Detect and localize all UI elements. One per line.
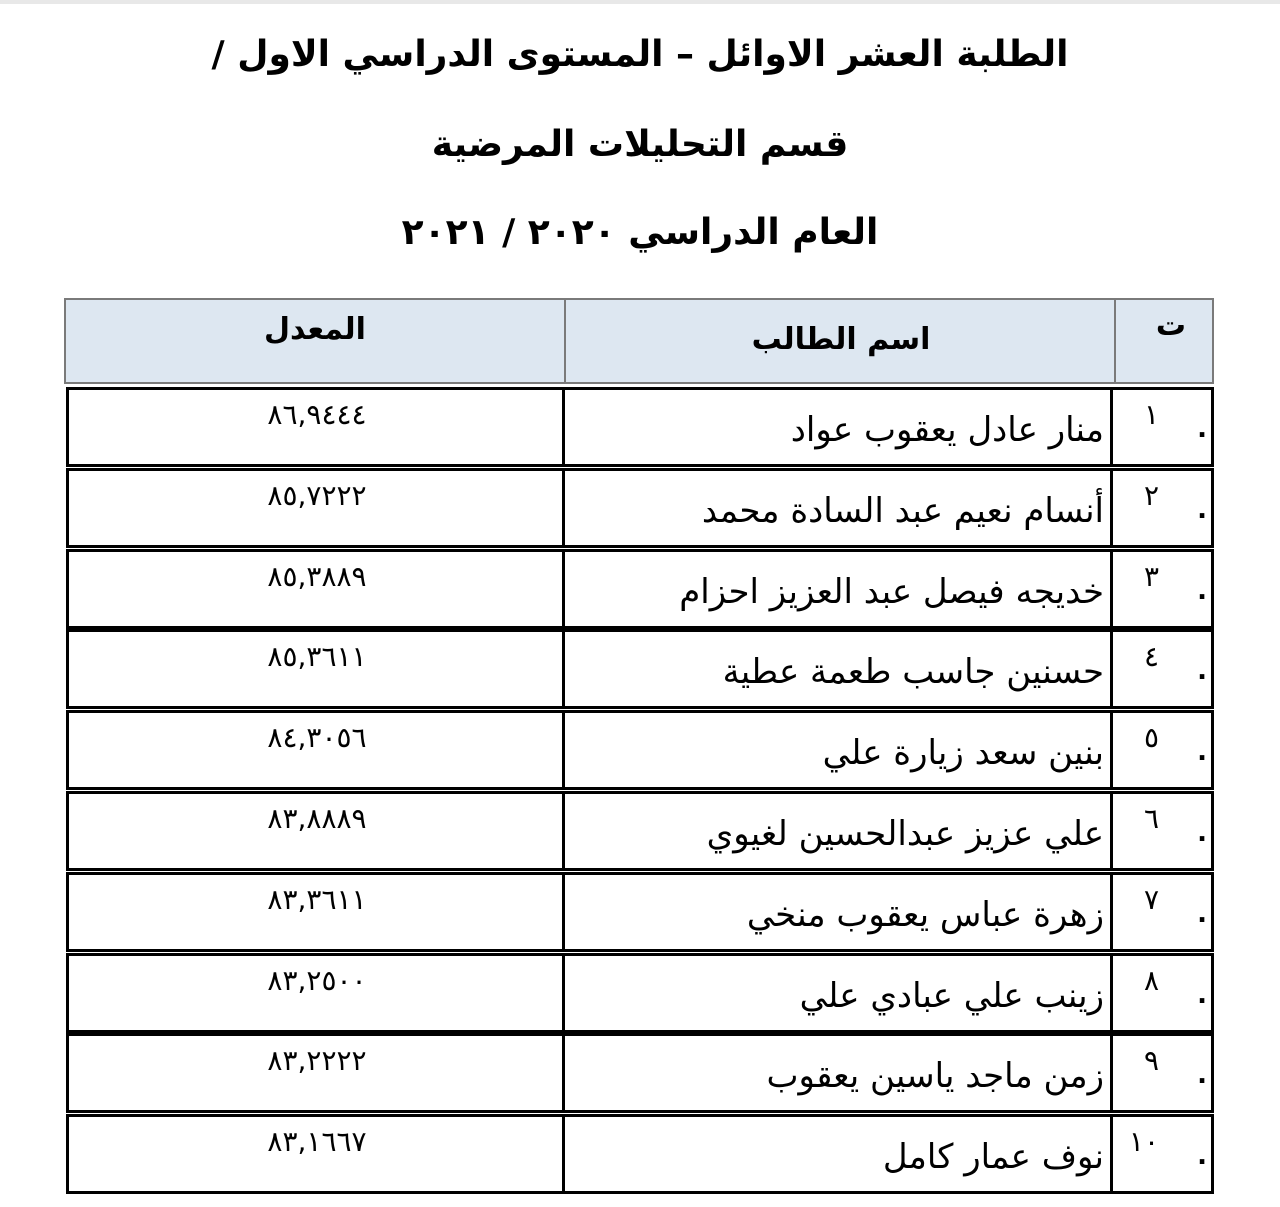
row-number: ٢ bbox=[1143, 479, 1159, 512]
student-name: زهرة عباس يعقوب منخي bbox=[746, 895, 1104, 935]
list-dot: . bbox=[1197, 1060, 1207, 1090]
student-name-cell bbox=[565, 390, 1113, 464]
table-row bbox=[66, 549, 1214, 629]
average-value: ٨٤,٣٠٥٦ bbox=[267, 721, 367, 754]
student-name: حسنين جاسب طعمة عطية bbox=[722, 652, 1104, 692]
number-cell bbox=[1113, 713, 1211, 787]
average-cell bbox=[69, 875, 565, 949]
row-number: ٦ bbox=[1143, 802, 1159, 835]
student-name-cell bbox=[565, 875, 1113, 949]
student-name: علي عزيز عبدالحسين لغيوي bbox=[706, 814, 1104, 854]
column-header-number: ت bbox=[1114, 300, 1212, 382]
average-cell bbox=[69, 390, 565, 464]
table-row bbox=[66, 710, 1214, 790]
average-cell bbox=[69, 471, 565, 545]
list-dot: . bbox=[1197, 899, 1207, 929]
student-name-cell bbox=[565, 713, 1113, 787]
average-value: ٨٣,١٦٦٧ bbox=[267, 1125, 367, 1158]
number-cell bbox=[1113, 794, 1211, 868]
number-cell bbox=[1113, 471, 1211, 545]
student-name: بنين سعد زيارة علي bbox=[822, 733, 1104, 773]
table-row bbox=[66, 953, 1214, 1033]
row-number: ٨ bbox=[1143, 964, 1159, 997]
page-title: الطلبة العشر الاوائل – المستوى الدراسي الاول / bbox=[211, 34, 1069, 75]
list-dot: . bbox=[1197, 737, 1207, 767]
row-number: ٧ bbox=[1143, 883, 1159, 916]
student-name: زينب علي عبادي علي bbox=[799, 976, 1104, 1016]
table-row bbox=[66, 387, 1214, 467]
number-cell bbox=[1113, 632, 1211, 706]
student-name: خديجه فيصل عبد العزيز احزام bbox=[679, 572, 1104, 612]
number-cell bbox=[1113, 1117, 1211, 1191]
department-title: قسم التحليلات المرضية bbox=[431, 124, 849, 165]
list-dot: . bbox=[1197, 980, 1207, 1010]
list-dot: . bbox=[1197, 818, 1207, 848]
student-name-cell bbox=[565, 956, 1113, 1030]
student-name-cell bbox=[565, 1036, 1113, 1110]
average-value: ٨٣,٢٢٢٢ bbox=[267, 1044, 367, 1077]
student-name: أنسام نعيم عبد السادة محمد bbox=[701, 491, 1104, 531]
column-header-average: المعدل bbox=[264, 312, 366, 347]
average-cell bbox=[69, 713, 565, 787]
average-value: ٨٣,٢٥٠٠ bbox=[267, 964, 367, 997]
average-cell bbox=[69, 632, 565, 706]
list-dot: . bbox=[1197, 656, 1207, 686]
student-name-cell bbox=[565, 632, 1113, 706]
average-value: ٨٣,٨٨٨٩ bbox=[267, 802, 367, 835]
average-value: ٨٦,٩٤٤٤ bbox=[267, 398, 367, 431]
number-cell bbox=[1113, 1036, 1211, 1110]
table-row bbox=[66, 791, 1214, 871]
average-value: ٨٥,٣٦١١ bbox=[267, 640, 367, 673]
table-header bbox=[64, 298, 1214, 384]
number-cell bbox=[1113, 956, 1211, 1030]
student-name-cell bbox=[565, 794, 1113, 868]
academic-year-title: العام الدراسي ٢٠٢٠ / ٢٠٢١ bbox=[401, 212, 879, 253]
column-header-name: اسم الطالب bbox=[564, 300, 1114, 382]
row-number: ٣ bbox=[1143, 560, 1159, 593]
average-value: ٨٥,٣٨٨٩ bbox=[267, 560, 367, 593]
number-cell bbox=[1113, 552, 1211, 626]
table-row bbox=[66, 1033, 1214, 1113]
row-number: ٤ bbox=[1143, 640, 1159, 673]
table-row bbox=[66, 1114, 1214, 1194]
student-name: نوف عمار كامل bbox=[882, 1137, 1104, 1177]
list-dot: . bbox=[1197, 414, 1207, 444]
student-name: منار عادل يعقوب عواد bbox=[790, 410, 1104, 450]
row-number: ٥ bbox=[1143, 721, 1159, 754]
average-cell bbox=[69, 956, 565, 1030]
row-number: ١ bbox=[1143, 398, 1159, 431]
table-row bbox=[66, 872, 1214, 952]
table-row bbox=[66, 629, 1214, 709]
average-value: ٨٥,٧٢٢٢ bbox=[267, 479, 367, 512]
student-name: زمن ماجد ياسين يعقوب bbox=[766, 1056, 1104, 1096]
row-number: ١٠ bbox=[1128, 1125, 1159, 1158]
average-cell bbox=[69, 794, 565, 868]
table-row bbox=[66, 468, 1214, 548]
student-name-cell bbox=[565, 1117, 1113, 1191]
student-name-cell bbox=[565, 471, 1113, 545]
number-cell bbox=[1113, 875, 1211, 949]
average-cell bbox=[69, 552, 565, 626]
number-cell bbox=[1113, 390, 1211, 464]
average-cell bbox=[69, 1036, 565, 1110]
student-name-cell bbox=[565, 552, 1113, 626]
top-border bbox=[0, 0, 1280, 4]
row-number: ٩ bbox=[1143, 1044, 1159, 1077]
average-cell bbox=[69, 1117, 565, 1191]
average-value: ٨٣,٣٦١١ bbox=[267, 883, 367, 916]
list-dot: . bbox=[1197, 495, 1207, 525]
list-dot: . bbox=[1197, 1141, 1207, 1171]
list-dot: . bbox=[1197, 576, 1207, 606]
